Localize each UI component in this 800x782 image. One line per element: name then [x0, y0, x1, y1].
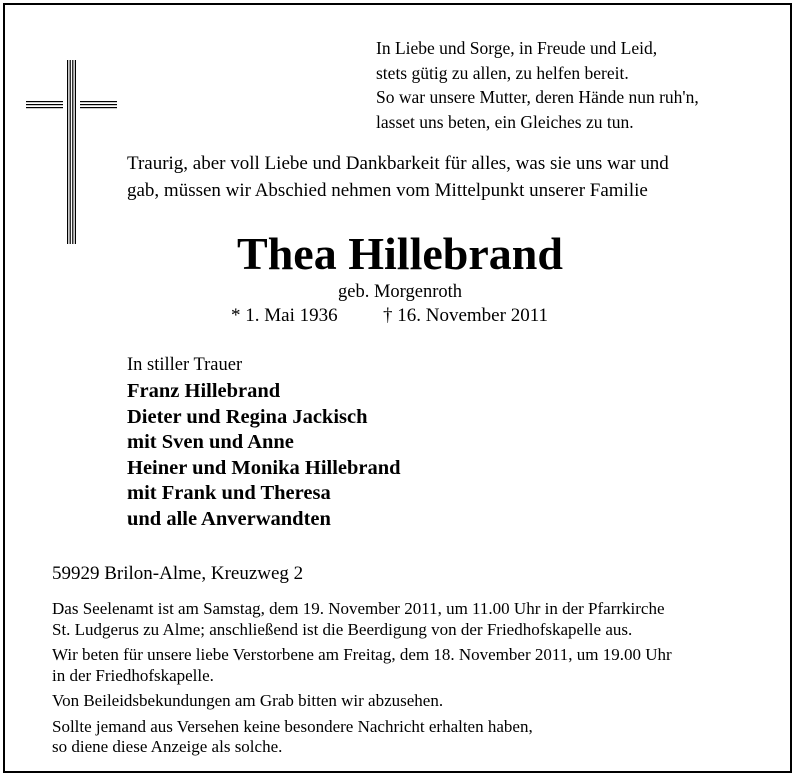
note-line: St. Ludgerus zu Alme; anschließend ist die Beerdigung von der Friedhofskapelle aus. — [52, 619, 633, 639]
death-date: † 16. November 2011 — [383, 305, 548, 326]
deceased-name: Thea Hillebrand — [237, 228, 563, 279]
note-requiem — [52, 599, 672, 640]
note-line: so diene diese Anzeige als solche. — [52, 737, 283, 756]
mourning-heading: In stiller Trauer — [127, 355, 243, 375]
birth-date: * 1. Mai 1936 — [231, 305, 338, 326]
mourner-name: mit Frank und Theresa — [127, 482, 331, 505]
note-line: Wir beten für unsere liebe Verstorbene am Freitag, dem 18. November 2011, um 19.00 Uhr — [52, 645, 672, 664]
poem-line: stets gütig zu allen, zu helfen bereit. — [376, 62, 629, 83]
note-line: in der Friedhofskapelle. — [52, 665, 214, 685]
intro-line: gab, müssen wir Abschied nehmen vom Mittelpunkt unserer Familie — [127, 180, 648, 201]
mourner-list — [127, 379, 401, 533]
mourner-name: Heiner und Monika Hillebrand — [127, 456, 401, 479]
family-address: 59929 Brilon-Alme, Kreuzweg 2 — [52, 563, 304, 584]
note-line: Von Beileidsbekundungen am Grab bitten wir abzusehen. — [52, 691, 444, 710]
service-notes — [52, 599, 672, 763]
intro-line: Traurig, aber voll Liebe und Dankbarkeit für alles, was sie uns war und — [127, 153, 669, 174]
mourner-name: Franz Hillebrand — [127, 380, 281, 402]
intro-text — [127, 150, 669, 204]
note-line: Das Seelenamt ist am Samstag, dem 19. November 2011, um 11.00 Uhr in der Pfarrkirche — [52, 599, 665, 618]
poem-line: lasset uns beten, ein Gleiches zu tun. — [376, 111, 634, 132]
note-line: Sollte jemand aus Versehen keine besondere Nachricht erhalten haben, — [52, 716, 533, 736]
poem-line: So war unsere Mutter, deren Hände nun ruh'n, — [376, 87, 699, 107]
poem-line: In Liebe und Sorge, in Freude und Leid, — [376, 38, 658, 58]
mourner-name: mit Sven und Anne — [127, 431, 294, 454]
note-notice — [52, 717, 672, 758]
mourner-name: Dieter und Regina Jackisch — [127, 405, 368, 428]
note-condolences — [52, 691, 672, 712]
birth-name: geb. Morgenroth — [338, 282, 462, 302]
memorial-poem — [376, 36, 699, 134]
mourner-name: und alle Anverwandten — [127, 507, 331, 530]
note-prayer — [52, 645, 672, 686]
